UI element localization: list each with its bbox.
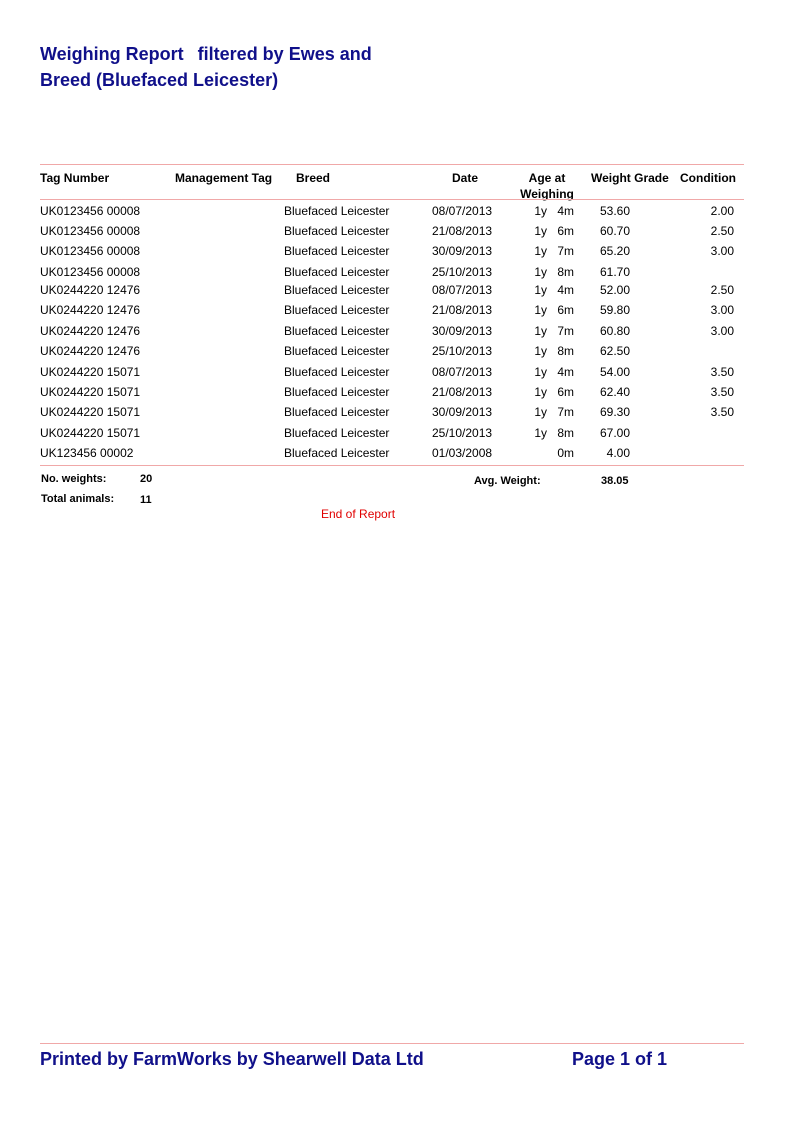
- cell-weight-grade: 62.50: [599, 344, 630, 358]
- cell-tag: UK0244220 12476: [40, 344, 141, 358]
- table-row: [0, 445, 793, 465]
- cell-date: 08/07/2013: [432, 365, 493, 379]
- cell-breed: Bluefaced Leicester: [284, 426, 390, 440]
- cell-weight-grade: 60.80: [599, 324, 630, 338]
- header-age-line1: Age at: [528, 171, 566, 185]
- table-row: [0, 203, 793, 223]
- cell-age-years: 1y: [534, 385, 547, 399]
- end-of-report: End of Report: [321, 507, 396, 521]
- cell-date: 08/07/2013: [432, 283, 493, 297]
- cell-condition: 3.50: [710, 365, 734, 379]
- cell-weight-grade: 53.60: [599, 204, 630, 218]
- summary-weights-label: No. weights:: [41, 473, 107, 485]
- cell-weight-grade: 69.30: [599, 405, 630, 419]
- cell-tag: UK0123456 00008: [40, 204, 141, 218]
- cell-tag: UK0244220 12476: [40, 283, 141, 297]
- cell-tag: UK0244220 15071: [40, 405, 141, 419]
- cell-tag: UK123456 00002: [40, 446, 134, 460]
- cell-age-years: 1y: [534, 324, 547, 338]
- cell-breed: Bluefaced Leicester: [284, 385, 390, 399]
- cell-breed: Bluefaced Leicester: [284, 244, 390, 258]
- cell-age-years: 1y: [534, 224, 547, 238]
- cell-date: 25/10/2013: [432, 265, 493, 279]
- header-management-tag: Management Tag: [175, 171, 273, 185]
- table-row: [0, 364, 793, 384]
- cell-age-years: 1y: [534, 365, 547, 379]
- cell-breed: Bluefaced Leicester: [284, 283, 390, 297]
- header-date: Date: [452, 171, 479, 185]
- cell-date: 30/09/2013: [432, 244, 493, 258]
- table-row: [0, 243, 793, 263]
- header-condition: Condition: [680, 171, 736, 185]
- header-top-divider: [40, 164, 744, 165]
- cell-tag: UK0244220 15071: [40, 426, 141, 440]
- cell-date: 21/08/2013: [432, 224, 493, 238]
- cell-date: 25/10/2013: [432, 344, 493, 358]
- summary-avg-value: 38.05: [601, 475, 629, 487]
- cell-breed: Bluefaced Leicester: [284, 365, 390, 379]
- summary-weights-value: 20: [140, 473, 153, 485]
- cell-breed: Bluefaced Leicester: [284, 324, 390, 338]
- header-age-at-weighing: [515, 170, 579, 202]
- table-row: [0, 302, 793, 322]
- cell-condition: 2.00: [710, 204, 734, 218]
- cell-tag: UK0244220 12476: [40, 303, 141, 317]
- cell-breed: Bluefaced Leicester: [284, 303, 390, 317]
- cell-tag: UK0123456 00008: [40, 244, 141, 258]
- footer-divider: [40, 1043, 744, 1044]
- cell-age-years: 1y: [534, 303, 547, 317]
- table-row: [0, 323, 793, 343]
- cell-weight-grade: 65.20: [599, 244, 630, 258]
- cell-condition: 3.00: [710, 324, 734, 338]
- report-title-breed: Breed (Bluefaced Leicester): [40, 70, 279, 90]
- cell-age-years: 1y: [534, 283, 547, 297]
- cell-age-months: 6m: [557, 385, 574, 399]
- header-tag-number: Tag Number: [40, 171, 110, 185]
- cell-age-months: 4m: [557, 283, 574, 297]
- header-weight-grade: Weight Grade: [591, 171, 669, 185]
- report-title-filter: filtered by Ewes and: [197, 44, 372, 64]
- cell-age-years: 1y: [534, 426, 547, 440]
- footer-printed-by: Printed by FarmWorks by Shearwell Data Ltd: [40, 1049, 424, 1069]
- table-row: [0, 404, 793, 424]
- cell-age-months: 7m: [557, 244, 574, 258]
- cell-tag: UK0244220 15071: [40, 385, 141, 399]
- cell-date: 21/08/2013: [432, 303, 493, 317]
- cell-age-months: 6m: [557, 303, 574, 317]
- cell-date: 01/03/2008: [432, 446, 493, 460]
- report-title: [40, 41, 460, 93]
- header-breed: Breed: [296, 171, 331, 185]
- cell-condition: 2.50: [710, 224, 734, 238]
- cell-age-years: 1y: [534, 265, 547, 279]
- cell-age-months: 4m: [557, 365, 574, 379]
- cell-date: 21/08/2013: [432, 385, 493, 399]
- cell-condition: 2.50: [710, 283, 734, 297]
- cell-tag: UK0244220 15071: [40, 365, 141, 379]
- cell-age-months: 8m: [557, 426, 574, 440]
- cell-condition: 3.50: [710, 385, 734, 399]
- cell-age-months: 7m: [557, 324, 574, 338]
- cell-breed: Bluefaced Leicester: [284, 405, 390, 419]
- cell-breed: Bluefaced Leicester: [284, 446, 390, 460]
- cell-date: 08/07/2013: [432, 204, 493, 218]
- cell-breed: Bluefaced Leicester: [284, 204, 390, 218]
- summary-avg-label: Avg. Weight:: [474, 475, 541, 487]
- cell-weight-grade: 59.80: [599, 303, 630, 317]
- summary-animals-value: 11: [140, 494, 152, 506]
- cell-weight-grade: 54.00: [599, 365, 630, 379]
- cell-breed: Bluefaced Leicester: [284, 344, 390, 358]
- footer-page-number: Page 1 of 1: [572, 1049, 668, 1069]
- cell-age-years: 1y: [534, 344, 547, 358]
- table-row: [0, 425, 793, 445]
- cell-weight-grade: 67.00: [599, 426, 630, 440]
- cell-tag: UK0123456 00008: [40, 265, 141, 279]
- cell-age-months: 6m: [557, 224, 574, 238]
- cell-tag: UK0123456 00008: [40, 224, 141, 238]
- cell-weight-grade: 60.70: [599, 224, 630, 238]
- cell-age-months: 8m: [557, 344, 574, 358]
- summary-divider: [40, 465, 744, 466]
- cell-date: 30/09/2013: [432, 405, 493, 419]
- table-row: [0, 223, 793, 243]
- header-bottom-divider: [40, 199, 744, 200]
- cell-weight-grade: 4.00: [606, 446, 630, 460]
- cell-age-years: 1y: [534, 204, 547, 218]
- cell-breed: Bluefaced Leicester: [284, 224, 390, 238]
- cell-age-months: 0m: [557, 446, 574, 460]
- cell-age-months: 7m: [557, 405, 574, 419]
- table-row: [0, 343, 793, 363]
- summary-animals-label: Total animals:: [41, 493, 115, 505]
- cell-date: 30/09/2013: [432, 324, 493, 338]
- cell-weight-grade: 62.40: [599, 385, 630, 399]
- cell-age-months: 4m: [557, 204, 574, 218]
- cell-age-years: 1y: [534, 244, 547, 258]
- cell-condition: 3.00: [710, 303, 734, 317]
- report-title-main: Weighing Report: [40, 44, 184, 64]
- cell-weight-grade: 52.00: [599, 283, 630, 297]
- cell-breed: Bluefaced Leicester: [284, 265, 390, 279]
- table-row: [0, 264, 793, 284]
- cell-date: 25/10/2013: [432, 426, 493, 440]
- cell-condition: 3.00: [710, 244, 734, 258]
- cell-condition: 3.50: [710, 405, 734, 419]
- table-row: [0, 282, 793, 302]
- cell-age-years: 1y: [534, 405, 547, 419]
- header-age-line2: Weighing: [520, 187, 574, 201]
- table-row: [0, 384, 793, 404]
- cell-tag: UK0244220 12476: [40, 324, 141, 338]
- cell-weight-grade: 61.70: [599, 265, 630, 279]
- cell-age-months: 8m: [557, 265, 574, 279]
